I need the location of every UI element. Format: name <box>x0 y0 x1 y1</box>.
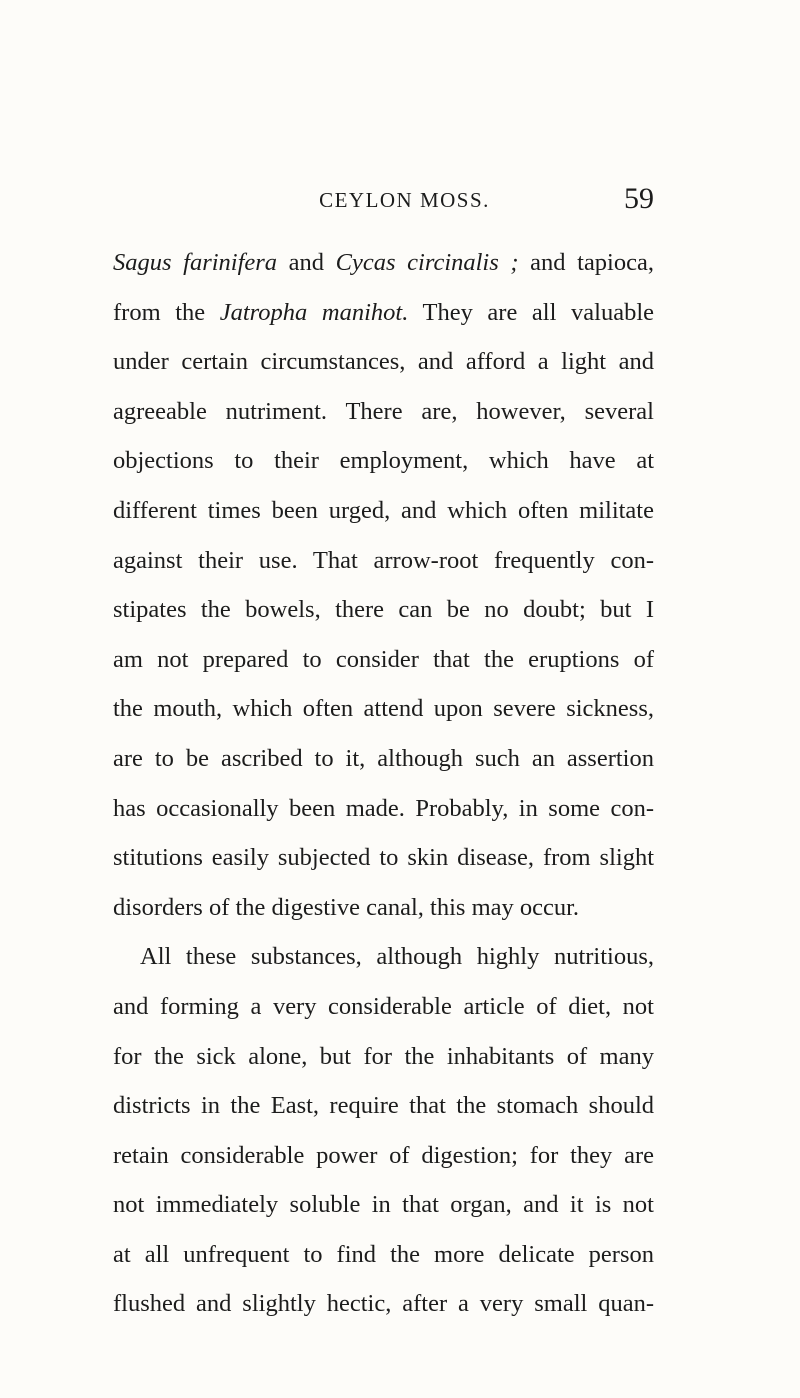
text-line: for the sick alone, but for the inhabitants of many <box>113 1042 654 1070</box>
text-line: under certain circumstances, and afford a light and <box>113 348 654 376</box>
running-title: CEYLON MOSS. <box>319 188 490 212</box>
body-text <box>113 238 654 1329</box>
text-line: stipates the bowels, there can be no doubt; but I <box>113 596 654 624</box>
text-line: the mouth, which often attend upon severe sickness, <box>113 695 654 723</box>
text-line: has occasionally been made. Probably, in some con- <box>113 794 654 822</box>
text-run: and <box>277 249 336 276</box>
text-italic: Sagus farinifera <box>113 249 278 276</box>
text-line: All these substances, although highly nutritious, <box>140 943 654 971</box>
text-line: at all unfrequent to find the more delicate person <box>113 1240 654 1268</box>
text-italic: Jatropha manihot. <box>219 298 409 326</box>
text-line: and forming a very considerable article of diet, not <box>113 992 654 1020</box>
text-line: agreeable nutriment. There are, however, several <box>113 397 654 425</box>
text-run: and tapioca, <box>518 249 654 276</box>
running-head <box>113 182 654 222</box>
text-run: from the <box>113 298 220 326</box>
text-italic: Cycas circinalis ; <box>335 249 519 276</box>
text-line: flushed and slightly hectic, after a very small quan- <box>113 1290 654 1318</box>
text-line: different times been urged, and which often militate <box>113 496 654 524</box>
text-run: They are all valuable <box>408 298 654 326</box>
text-line: am not prepared to consider that the eruptions of <box>113 645 654 673</box>
page-number: 59 <box>624 182 654 215</box>
text-line: retain considerable power of digestion; for they are <box>113 1141 654 1169</box>
text-line: districts in the East, require that the stomach should <box>113 1092 654 1120</box>
text-line: not immediately soluble in that organ, and it is not <box>113 1191 654 1219</box>
text-line: stitutions easily subjected to skin disease, from slight <box>113 844 654 872</box>
text-line: disorders of the digestive canal, this may occur. <box>113 893 580 921</box>
text-line <box>113 238 654 288</box>
text-line: objections to their employment, which have at <box>113 447 654 475</box>
text-line <box>113 288 654 338</box>
text-line: against their use. That arrow-root frequently con- <box>113 546 654 574</box>
text-line: are to be ascribed to it, although such an assertion <box>113 744 654 772</box>
